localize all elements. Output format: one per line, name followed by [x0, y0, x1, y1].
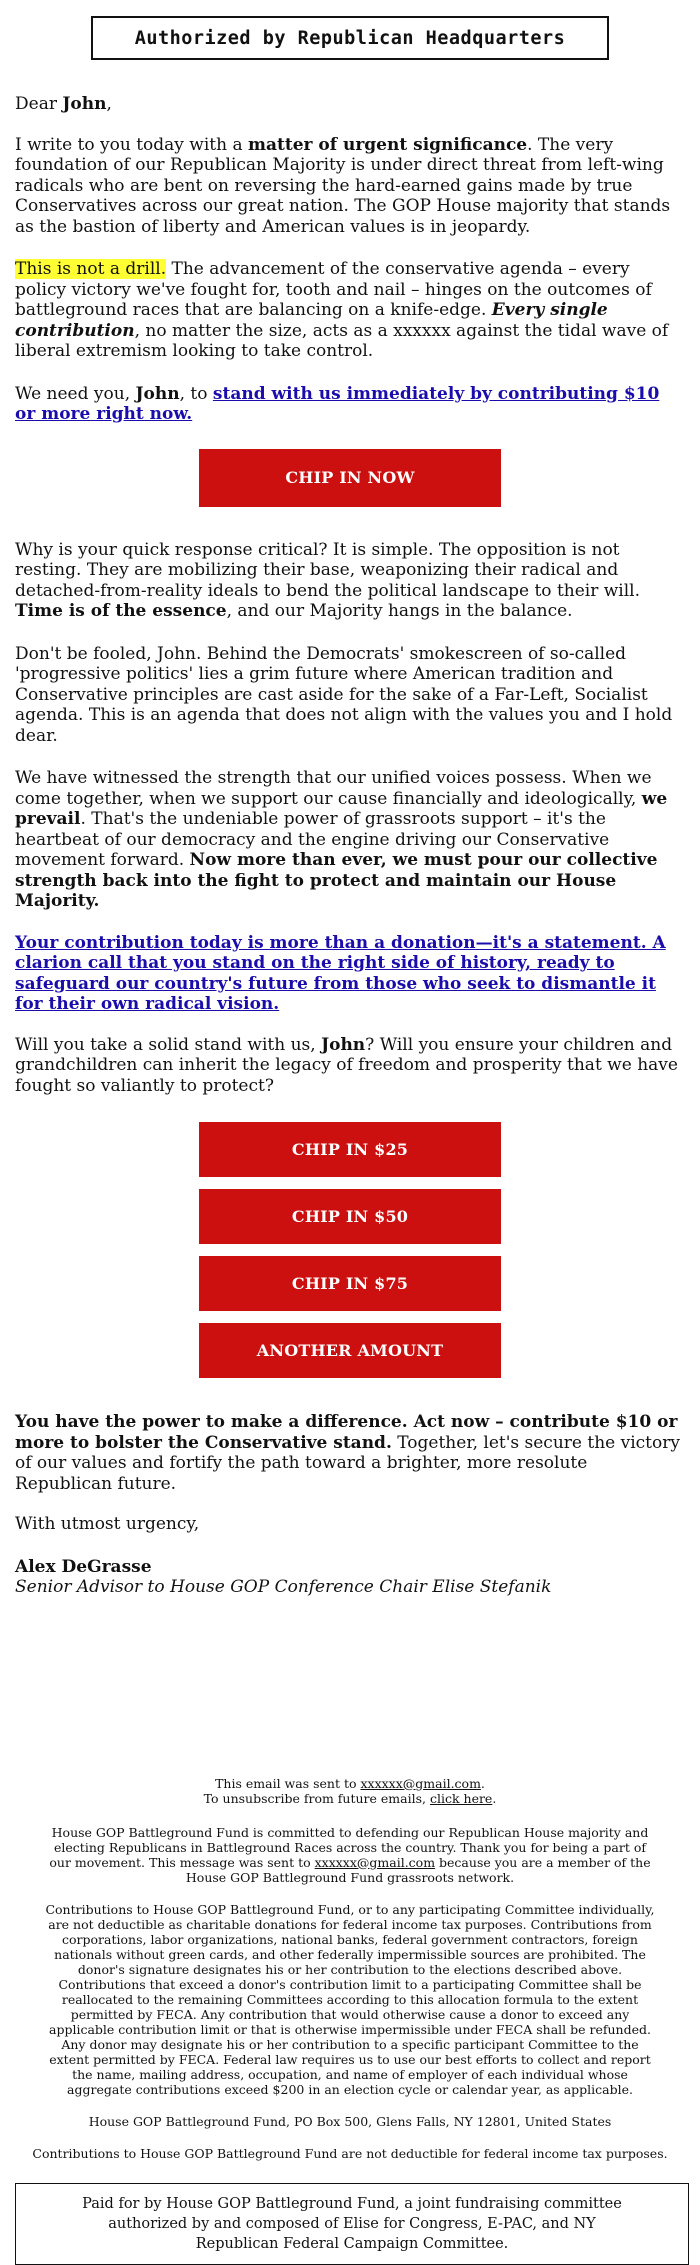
unsubscribe-link[interactable]: click here — [429, 1790, 493, 1806]
greeting-dear: Dear — [15, 94, 63, 114]
highlighted-text: This is not a drill. — [15, 259, 167, 279]
paid-for-box — [15, 2183, 689, 2265]
paragraph-not-a-drill — [15, 259, 685, 362]
another-amount-button[interactable]: ANOTHER AMOUNT — [199, 1323, 501, 1378]
greeting — [15, 94, 685, 115]
closing: With utmost urgency, — [15, 1514, 200, 1534]
statement-link[interactable]: Your contribution today is more than a donation—it's a statement. A clarion call that you stand on the right side of history, ready to safeguard our country's future from those who seek to dismantle it for their own radical vision. — [15, 932, 666, 1014]
chip-in-75-button[interactable]: CHIP IN $75 — [199, 1256, 501, 1311]
text-segment: Why is your quick response critical? It is simple. The opposition is not resting. They are mobilizing their base, weaponizing their radical and detached-from-reality ideals to bend the political landscape to their will. — [15, 539, 641, 601]
chip-in-now-button[interactable]: CHIP IN NOW — [199, 449, 501, 507]
footer-about — [15, 1825, 685, 1885]
footer-email-link[interactable]: xxxxxx@gmail.com — [360, 1775, 481, 1791]
bold-segment: we prevail — [15, 788, 668, 829]
paragraph-statement-link-container — [15, 933, 685, 1015]
text-segment: . — [492, 1790, 497, 1806]
text-segment: , and our Majority hangs in the balance. — [226, 601, 573, 621]
paragraph-power — [15, 1412, 685, 1494]
footer-sent-to — [15, 1776, 685, 1806]
bold-segment: Now more than ever, we must pour our collective strength back into the fight to protect and maintain our House Majority. — [15, 850, 658, 911]
paid-for-text: Paid for by House GOP Battleground Fund, a joint fundraising committee authorized by and composed of Elise for Congress, E-PAC, and NY Republican Federal Campaign Committee. — [82, 2195, 622, 2252]
text-segment: We need you, — [15, 383, 136, 404]
text-segment: This email was sent to — [215, 1775, 361, 1791]
text-segment: , no matter the size, acts as a xxxxxx against the tidal wave of liberal extremism looking to take control. — [15, 320, 669, 361]
bold-segment: You have the power to make a difference. Act now – contribute $10 or more to bolster the Conservative stand. — [15, 1412, 678, 1453]
text-segment: . That's the undeniable power of grassroots support – it's the heartbeat of our democracy and the engine driving our Conservative movement forward. — [15, 809, 610, 870]
paragraph-urgent — [15, 135, 685, 238]
greeting-comma: , — [106, 94, 112, 114]
text-segment: I write to you today with a — [15, 134, 248, 155]
text-segment: . The very foundation of our Republican Majority is under direct threat from left-wing radicals who are bent on reversing the hard-earned gains made by true Conservatives across our great nation. The GOP House majority that stands as the bastion of liberty and American values is in jeopardy. — [15, 134, 671, 237]
text-segment: House GOP Battleground Fund is committed to defending our Republican House majority and electing Republicans in Battleground Races across the country. Thank you for being a part of our movement. This message was sent to — [49, 1824, 649, 1870]
text-segment: because you are a member of the House GOP Battleground Fund grassroots network. — [185, 1854, 651, 1885]
authorized-text: Authorized by Republican Headquarters — [134, 27, 566, 49]
text-segment: The advancement of the conservative agenda – every policy victory we've fought for, tooth and nail – hinges on the outcomes of battleground races that are balancing on a knife-edge. — [15, 259, 652, 320]
signature-name: Alex DeGrasse — [15, 1556, 152, 1577]
text-segment: To unsubscribe from future emails, — [203, 1790, 430, 1806]
paragraph-dont-be-fooled: Don't be fooled, John. Behind the Democrats' smokescreen of so-called 'progressive politics' lies a grim future where American tradition and Conservative principles are cast aside for the sake of a Far-Left, Socialist agenda. This is an agenda that does not align with the values you and I hold dear. — [15, 643, 673, 746]
signature-title: Senior Advisor to House GOP Conference Chair Elise Stefanik — [15, 1577, 552, 1597]
greeting-name: John — [62, 94, 107, 114]
text-segment: . — [480, 1775, 485, 1791]
bold-segment: Time is of the essence — [15, 601, 227, 621]
footer-address: House GOP Battleground Fund, PO Box 500, Glens Falls, NY 12801, United States — [88, 2113, 612, 2129]
chip-in-50-button[interactable]: CHIP IN $50 — [199, 1189, 501, 1244]
text-segment: Will you take a solid stand with us, — [15, 1034, 322, 1055]
paragraph-unified-voices — [15, 768, 685, 912]
recipient-name: John — [321, 1034, 366, 1055]
footer-not-deductible: Contributions to House GOP Battleground Fund are not deductible for federal income tax purposes. — [32, 2145, 668, 2161]
bold-italic-segment: Every single contribution — [15, 300, 608, 341]
authorized-banner — [91, 16, 609, 60]
footer-about-email-link[interactable]: xxxxxx@gmail.com — [314, 1854, 436, 1870]
bold-segment: matter of urgent significance — [248, 134, 528, 155]
text-segment: Together, let's secure the victory of our values and fortify the path toward a brighter, more resolute Republican future. — [15, 1432, 680, 1494]
text-segment: ? Will you ensure your children and grandchildren can inherit the legacy of freedom and prosperity that we have fought so valiantly to protect? — [15, 1034, 678, 1096]
text-segment: We have witnessed the strength that our unified voices possess. When we come together, when we support our cause financially and ideologically, — [15, 768, 652, 809]
text-segment: , to — [179, 383, 213, 404]
contribute-link[interactable]: stand with us immediately by contributing $10 or more right now. — [15, 383, 660, 424]
paragraph-quick-response — [15, 540, 685, 622]
recipient-name: John — [135, 383, 180, 404]
chip-in-25-button[interactable]: CHIP IN $25 — [199, 1122, 501, 1177]
paragraph-need-you — [15, 384, 685, 425]
footer-legal: Contributions to House GOP Battleground Fund, or to any participating Committee individually, are not deductible as charitable donations for federal income tax purposes. Contributions from corporations, labor organizations, national banks, federal government contractors, foreign nationals without green cards, and other federally impermissible sources are prohibited. The donor's signature designates his or her contribution to the elections described above. Contributions that exceed a donor's contribution limit to a participating Committee shall be reallocated to the remaining Committees according to this allocation formula to the extent permitted by FECA. Any contribution that would otherwise cause a donor to exceed any applicable contribution limit or that is otherwise impermissible under FECA shall be refunded. Any donor may designate his or her contribution to a specific participant Committee to the extent permitted by FECA. Federal law requires us to use our best efforts to collect and report the name, mailing address, occupation, and name of employer of each individual whose aggregate contributions exceed $200 in an election cycle or calendar year, as applicable. — [45, 1901, 655, 2097]
footer — [15, 1776, 685, 2265]
paragraph-solid-stand — [15, 1035, 685, 1097]
